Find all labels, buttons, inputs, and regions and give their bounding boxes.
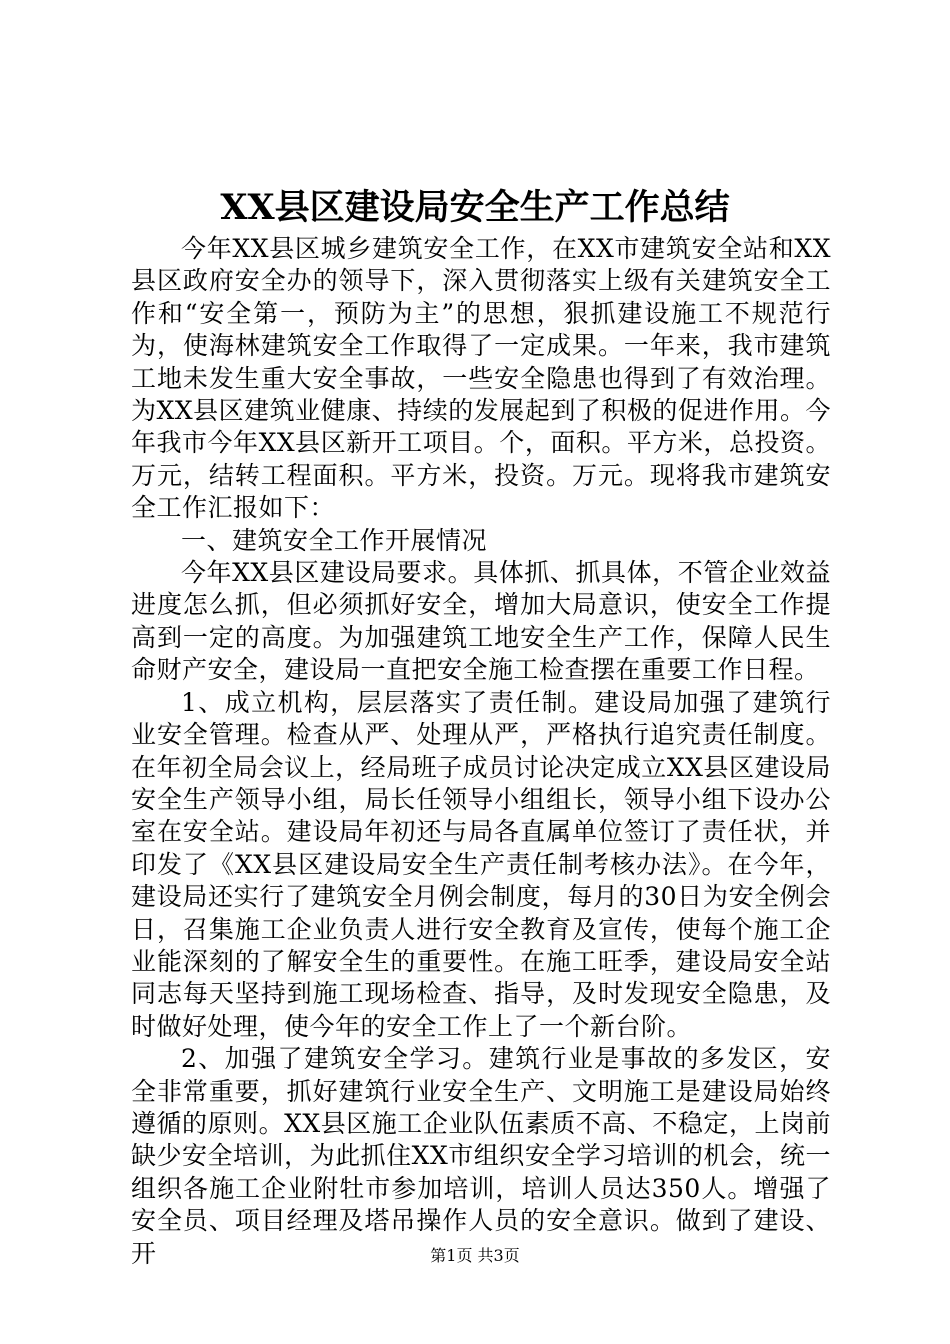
paragraph-intro: 今年XX县区城乡建筑安全工作，在XX市建筑安全站和XX县区政府安全办的领导下，深入贯彻落实上级有关建筑安全工作和“安全第一，预防为主”的思想，狠抓建设施工不规范行为，使海林建筑安全工作取得了一定成果。一年来，我市建筑工地未发生重大安全事故，一些安全隐患也得到了有效治理。为XX县区建筑业健康、持续的发展起到了积极的促进作用。今年我市今年XX县区新开工项目。个，面积。平方米，总投资。万元，结转工程面积。平方米，投资。万元。现将我市建筑安全工作汇报如下： [131,234,831,523]
paragraph-requirements: 今年XX县区建设局要求。具体抓、抓具体，不管企业效益进度怎么抓，但必须抓好安全，增加大局意识，使安全工作提高到一定的高度。为加强建筑工地安全生产工作，保障人民生命财产安全，建设局一直把安全施工检查摆在重要工作日程。 [131,558,831,685]
document-body [131,233,831,1270]
page-footer: 第1页 共3页 [430,1246,520,1265]
paragraph-item-2: 2、加强了建筑安全学习。建筑行业是事故的多发区，安全非常重要，抓好建筑行业安全生产、文明施工是建设局始终遵循的原则。XX县区施工企业队伍素质不高、不稳定，上岗前缺少安全培训，为此抓住XX市组织安全学习培训的机会，统一组织各施工企业附牡市参加培训，培训人员达350人。增强了安全员、项目经理及塔吊操作人员的安全意识。做到了建设、开 [131,1044,831,1268]
section-heading-1: 一、建筑安全工作开展情况 [181,525,488,555]
document-title: XX县区建设局安全生产工作总结 [220,187,730,228]
paragraph-item-1: 1、成立机构，层层落实了责任制。建设局加强了建筑行业安全管理。检查从严、处理从严，严格执行追究责任制度。在年初全局会议上，经局班子成员讨论决定成立XX县区建设局安全生产领导小组，局长任领导小组组长，领导小组下设办公室在安全站。建设局年初还与局各直属单位签订了责任状，并印发了《XX县区建设局安全生产责任制考核办法》。在今年，建设局还实行了建筑安全月例会制度，每月的30日为安全例会日，召集施工企业负责人进行安全教育及宣传，使每个施工企业能深刻的了解安全生的重要性。在施工旺季，建设局安全站同志每天坚持到施工现场检查、指导，及时发现安全隐患，及时做好处理，使今年的安全工作上了一个新台阶。 [131,687,831,1041]
